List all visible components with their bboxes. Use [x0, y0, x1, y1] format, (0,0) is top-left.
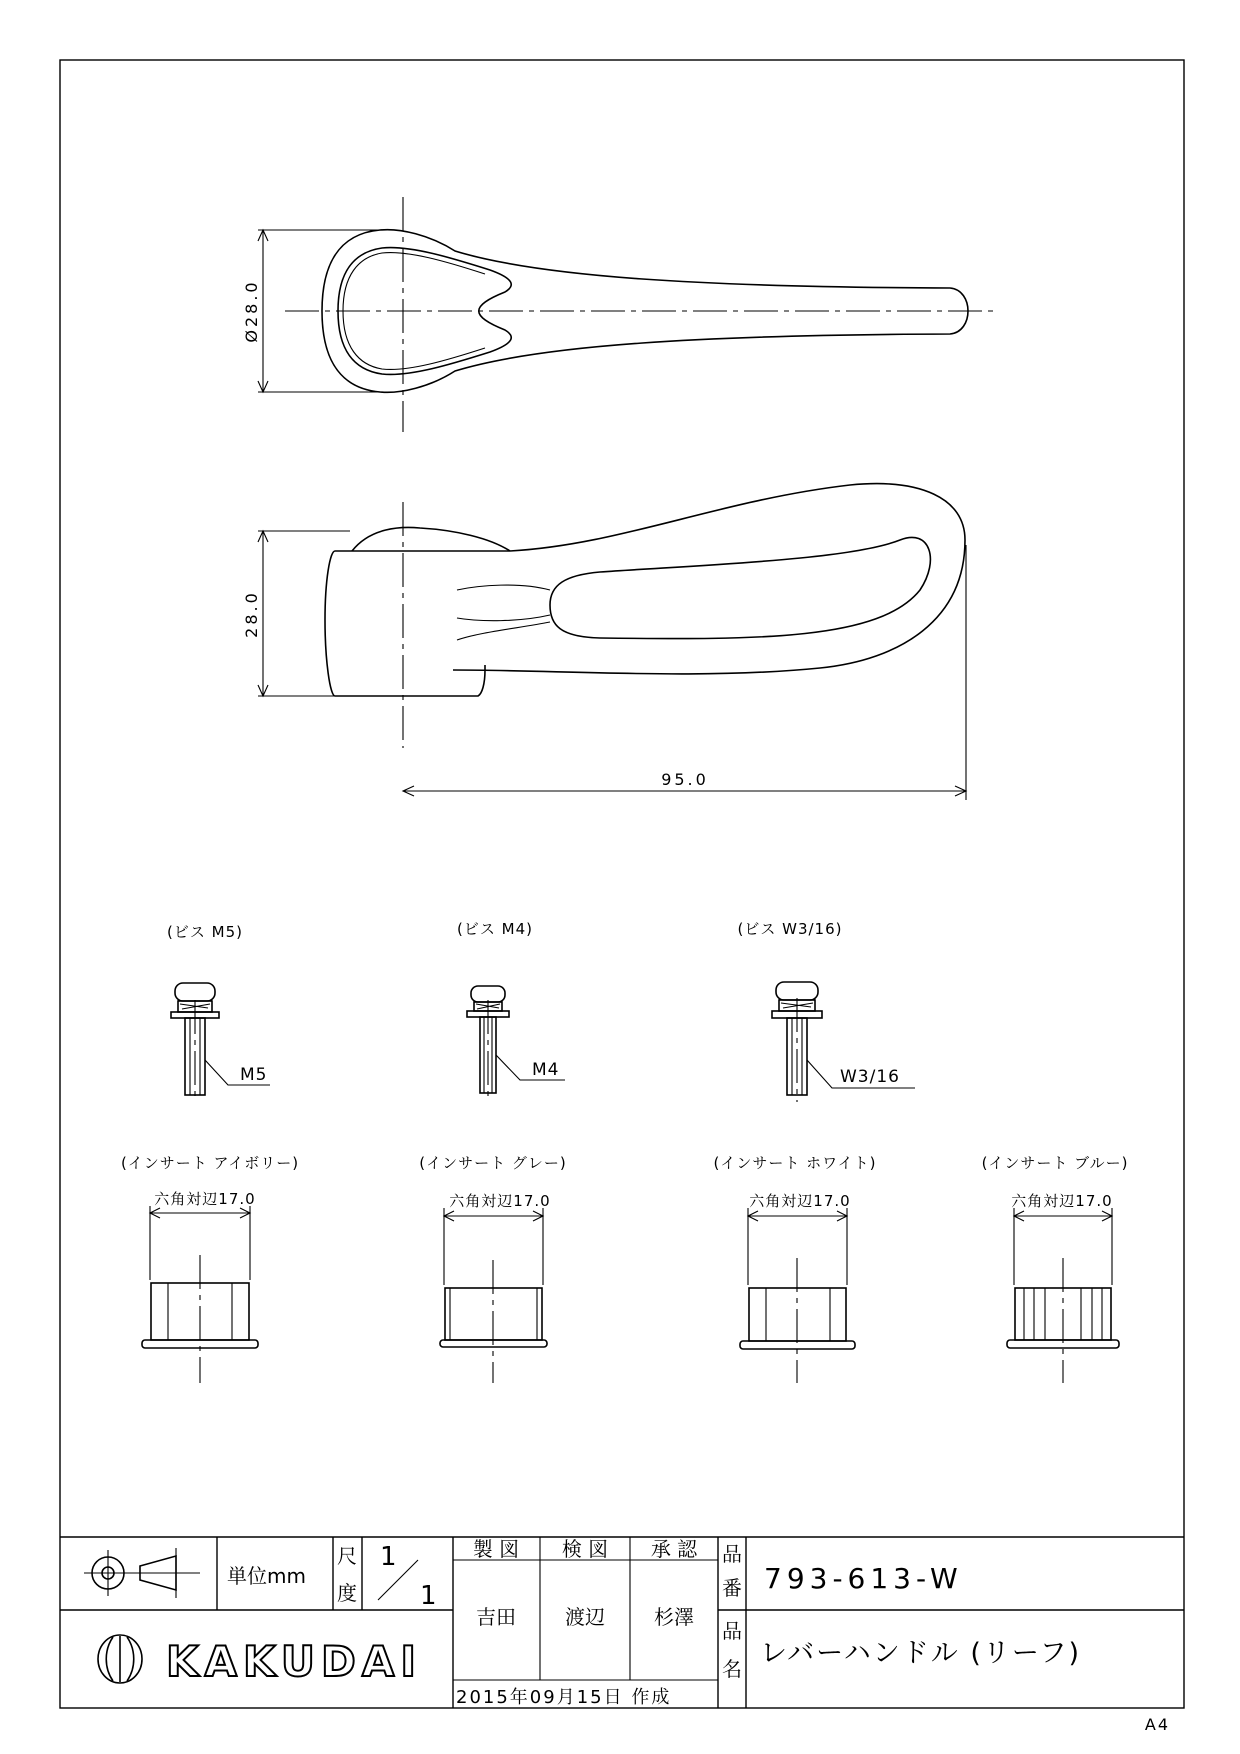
- screw-m5: [167, 923, 270, 1102]
- part-name-label-top: 品: [722, 1619, 742, 1643]
- scale-denominator: 1: [420, 1581, 437, 1611]
- insert-dim-label: 六角対辺17.0: [154, 1190, 256, 1208]
- creation-date: 2015年09月15日 作成: [456, 1687, 672, 1708]
- insert-dim-label: 六角対辺17.0: [1011, 1192, 1113, 1210]
- part-name-label-bottom: 名: [722, 1657, 742, 1681]
- screw-thread-label: W3/16: [840, 1067, 900, 1087]
- unit-label: 単位mm: [227, 1564, 306, 1588]
- scale-numerator: 1: [380, 1542, 397, 1572]
- lever-side-view: [242, 484, 966, 800]
- insert-caption: (インサート ブルー): [981, 1154, 1129, 1172]
- screw-w3-16: [738, 920, 916, 1102]
- screw-caption: (ビス M5): [167, 923, 243, 941]
- company-name: KAKUDAI: [166, 1637, 422, 1686]
- lever-top-view: [242, 197, 995, 432]
- header-made: 製 図: [472, 1537, 520, 1561]
- insert-white: [713, 1154, 876, 1383]
- sheet-size: A4: [1144, 1715, 1170, 1734]
- screw-caption: (ビス W3/16): [737, 920, 843, 938]
- insert-dim-label: 六角対辺17.0: [749, 1192, 851, 1210]
- screw-m4: [457, 920, 565, 1100]
- part-name: レバーハンドル (リーフ): [760, 1638, 1082, 1669]
- insert-ivory: [121, 1154, 299, 1383]
- insert-dim-label: 六角対辺17.0: [449, 1192, 551, 1210]
- scale-label-bottom: 度: [337, 1581, 357, 1605]
- drawing-frame: [60, 60, 1184, 1708]
- dim-side-height: 28.0: [242, 590, 261, 638]
- insert-caption: (インサート ホワイト): [713, 1154, 877, 1172]
- scale-label-top: 尺: [337, 1544, 357, 1568]
- dim-length: 95.0: [661, 770, 709, 789]
- screw-thread-label: M4: [532, 1060, 560, 1080]
- approved-by: 杉澤: [654, 1605, 694, 1629]
- header-approved: 承 認: [650, 1537, 698, 1561]
- dim-top-diameter: Ø28.0: [242, 279, 261, 343]
- third-angle-projection-icon: [84, 1548, 200, 1598]
- header-checked: 検 図: [561, 1537, 609, 1561]
- insert-caption: (インサート アイボリー): [120, 1154, 300, 1172]
- insert-caption: (インサート グレー): [419, 1154, 567, 1172]
- kakudai-logo-icon: [98, 1635, 142, 1683]
- part-number: 793-613-W: [764, 1562, 963, 1595]
- part-no-label-bottom: 番: [722, 1576, 742, 1600]
- screw-caption: (ビス M4): [457, 920, 533, 938]
- made-by: 吉田: [476, 1605, 516, 1629]
- part-no-label-top: 品: [722, 1542, 742, 1566]
- checked-by: 渡辺: [565, 1605, 605, 1629]
- insert-blue: [982, 1154, 1129, 1383]
- insert-gray: [419, 1154, 566, 1383]
- title-block: [60, 1537, 1184, 1708]
- screw-thread-label: M5: [240, 1065, 268, 1085]
